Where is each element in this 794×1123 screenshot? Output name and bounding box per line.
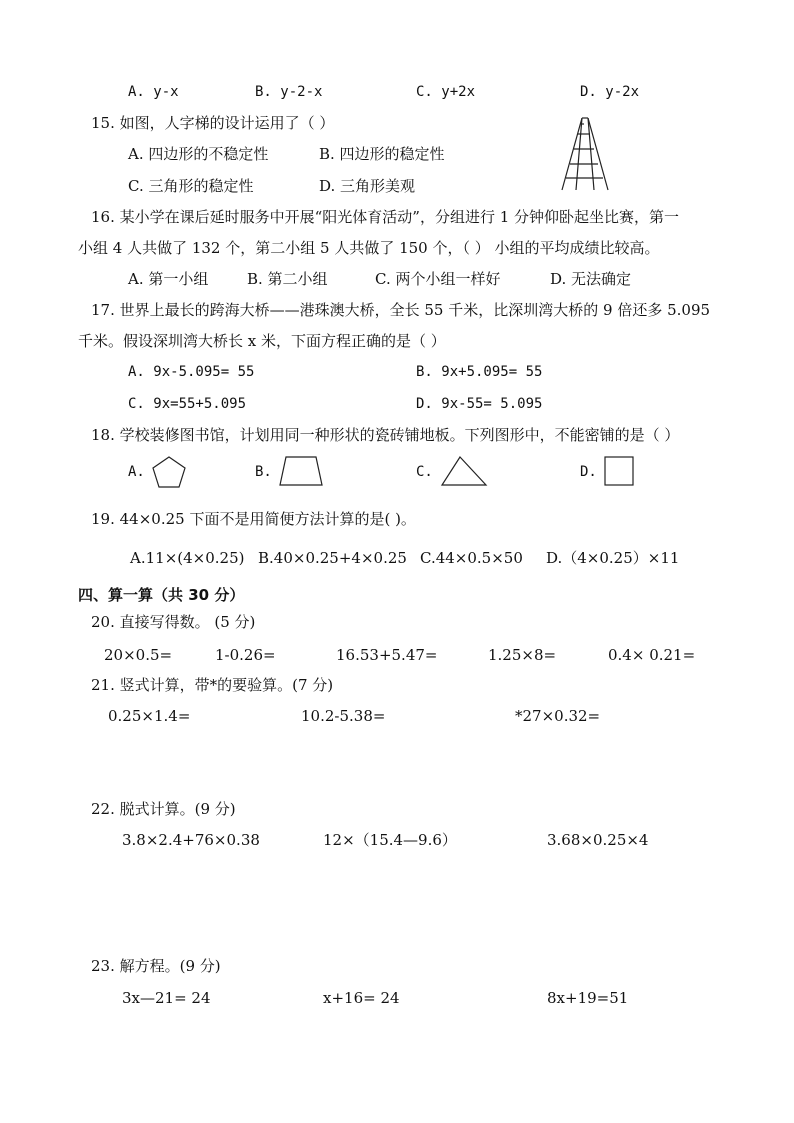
q17-option-c: C. 9x=55+5.095 xyxy=(128,396,247,412)
q22-item-1: 3.8×2.4+76×0.38 xyxy=(122,831,260,849)
q21-item-1: 0.25×1.4= xyxy=(108,707,191,725)
q22-stem: 22. 脱式计算。(9 分) xyxy=(91,800,236,818)
q20-item-5: 0.4× 0.21= xyxy=(608,646,696,664)
q23-item-1: 3x—21= 24 xyxy=(122,989,211,1007)
triangle-shape xyxy=(440,455,488,487)
q16-option-c: C. 两个小组一样好 xyxy=(375,270,501,288)
q15-option-c: C. 三角形的稳定性 xyxy=(128,177,254,195)
q19-option-d: D.（4×0.25）×11 xyxy=(546,549,680,567)
q19-option-b: B.40×0.25+4×0.25 xyxy=(258,549,407,567)
q15-stem: 15. 如图，人字梯的设计运用了（ ） xyxy=(91,114,335,132)
q17-option-d: D. 9x-55= 5.095 xyxy=(416,396,543,412)
q19-option-c: C.44×0.5×50 xyxy=(420,549,523,567)
q20-item-4: 1.25×8= xyxy=(488,646,557,664)
q17-stem-line2: 千米。假设深圳湾大桥长 x 米，下面方程正确的是（ ） xyxy=(78,332,446,350)
q17-stem-line1: 17. 世界上最长的跨海大桥——港珠澳大桥，全长 55 千米，比深圳湾大桥的 9 倍还多 5.095 xyxy=(91,301,711,319)
q17-option-b: B. 9x+5.095= 55 xyxy=(416,364,543,380)
q21-item-2: 10.2-5.38= xyxy=(301,707,386,725)
q23-stem: 23. 解方程。(9 分) xyxy=(91,957,221,975)
q21-stem: 21. 竖式计算，带*的要验算。(7 分) xyxy=(91,676,334,694)
q14-option-d: D. y-2x xyxy=(580,84,640,100)
q18-label-c: C. xyxy=(416,464,433,480)
q14-option-b: B. y-2-x xyxy=(255,84,323,100)
q18-label-a: A. xyxy=(128,464,145,480)
section-4-title: 四、算一算（共 30 分） xyxy=(78,586,245,604)
q14-option-a: A. y-x xyxy=(128,84,179,100)
pentagon-shape xyxy=(151,455,187,489)
ladder-figure xyxy=(560,116,610,192)
q16-option-b: B. 第二小组 xyxy=(247,270,328,288)
q15-option-a: A. 四边形的不稳定性 xyxy=(128,145,269,163)
q19-stem: 19. 44×0.25 下面不是用简便方法计算的是( )。 xyxy=(91,510,416,528)
q22-item-3: 3.68×0.25×4 xyxy=(547,831,649,849)
q16-option-d: D. 无法确定 xyxy=(550,270,632,288)
q20-item-1: 20×0.5= xyxy=(104,646,173,664)
q16-stem-line2: 小组 4 人共做了 132 个，第二小组 5 人共做了 150 个，（ ） 小组的平均成绩比较高。 xyxy=(78,239,660,257)
trapezoid-shape xyxy=(278,455,324,487)
q16-option-a: A. 第一小组 xyxy=(128,270,209,288)
square-shape xyxy=(603,455,635,487)
q18-stem: 18. 学校装修图书馆，计划用同一种形状的瓷砖铺地板。下列图形中，不能密铺的是（ ） xyxy=(91,426,680,444)
q18-label-b: B. xyxy=(255,464,272,480)
q20-stem: 20. 直接写得数。 (5 分) xyxy=(91,613,256,631)
q15-option-d: D. 三角形美观 xyxy=(319,177,416,195)
q22-item-2: 12×（15.4—9.6） xyxy=(323,831,457,849)
q19-option-a: A.11×(4×0.25) xyxy=(130,549,245,567)
q21-item-3: *27×0.32= xyxy=(515,707,601,725)
q20-item-2: 1-0.26= xyxy=(215,646,276,664)
q23-item-2: x+16= 24 xyxy=(323,989,400,1007)
q14-option-c: C. y+2x xyxy=(416,84,476,100)
q23-item-3: 8x+19=51 xyxy=(547,989,629,1007)
q16-stem-line1: 16. 某小学在课后延时服务中开展“阳光体育活动”，分组进行 1 分钟仰卧起坐比赛，第一 xyxy=(91,208,680,226)
q17-option-a: A. 9x-5.095= 55 xyxy=(128,364,255,380)
q18-label-d: D. xyxy=(580,464,597,480)
q15-option-b: B. 四边形的稳定性 xyxy=(319,145,445,163)
q20-item-3: 16.53+5.47= xyxy=(336,646,438,664)
